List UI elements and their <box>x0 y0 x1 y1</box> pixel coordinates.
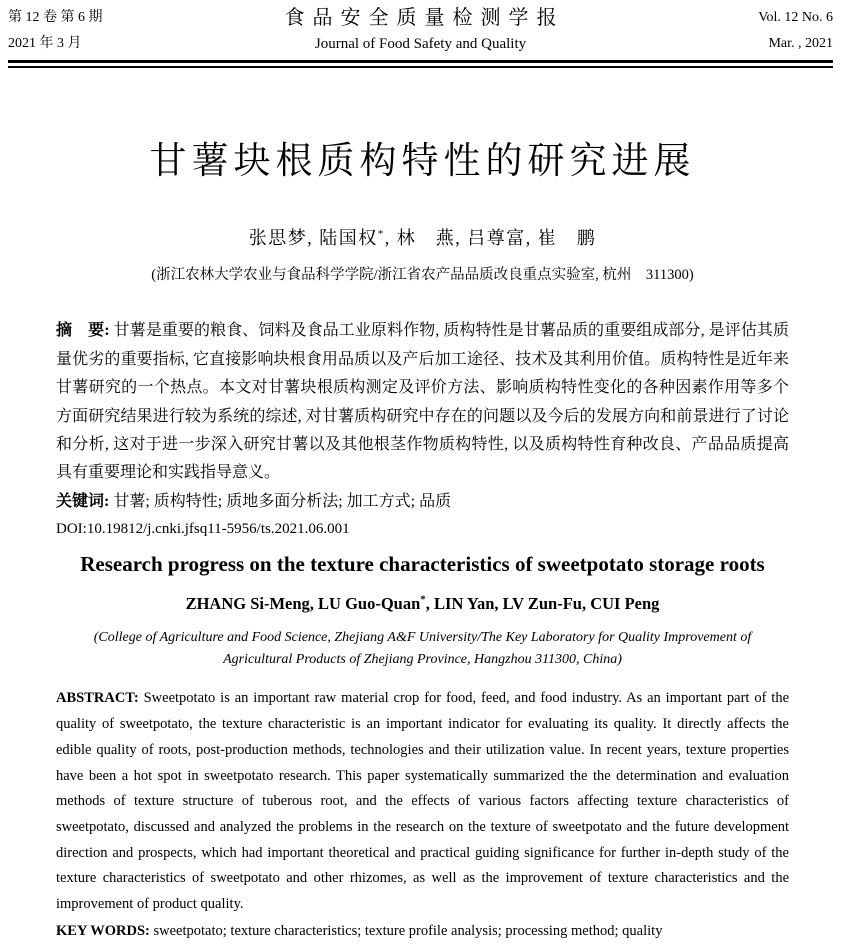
issue-date-cn: 2021 年 3 月 <box>8 36 82 51</box>
header-divider-rule <box>8 60 833 68</box>
issue-volume-en: Vol. 12 No. 6 <box>758 10 833 25</box>
keywords-cn-label: 关键词: <box>56 492 114 510</box>
issue-volume-cn: 第 12 卷 第 6 期 <box>8 10 103 25</box>
abstract-cn-text: 甘薯是重要的粮食、饲料及食品工业原料作物, 质构特性是甘薯品质的重要组成部分, 是评估其质量优劣的重要指标, 它直接影响块根食用品质以及产后加工途径、技术及其利用价值。质构特性是近年来甘薯研究的一个热点。本文对甘薯块根质构测定及评价方法、影响质构特性变化的各种因素作用等多个方面研究结果进行较为系统的综述, 对甘薯质构研究中存在的问题以及今后的发展方向和前景进行了讨论和分析, 这对于进一步深入研究甘薯以及其他根茎作物质构特性, 以及质构特性育种改良、产品品质提高具有重要理论和实践指导意义。 <box>56 322 789 482</box>
corresponding-author-asterisk-en: * <box>420 593 426 606</box>
authors-en <box>56 594 789 614</box>
authors-cn-trailing: , 林 燕, 吕尊富, 崔 鹏 <box>384 228 597 249</box>
abstract-en <box>56 686 789 917</box>
abstract-cn-label: 摘 要: <box>56 322 114 340</box>
authors-cn <box>56 224 789 250</box>
article-title-cn: 甘薯块根质构特性的研究进展 <box>149 141 696 182</box>
doi: DOI:10.19812/j.cnki.jfsq11-5956/ts.2021.06.001 <box>56 521 350 538</box>
abstract-en-label: ABSTRACT: <box>56 690 144 707</box>
authors-en-trailing: , LIN Yan, LV Zun-Fu, CUI Peng <box>425 594 660 614</box>
authors-cn-leading: 张思梦, 陆国权 <box>248 228 378 249</box>
journal-title-en: Journal of Food Safety and Quality <box>314 36 527 52</box>
corresponding-author-asterisk: * <box>377 228 385 241</box>
article-title-en: Research progress on the texture characteristics of sweetpotato storage roots <box>80 552 765 577</box>
article-body <box>0 140 841 944</box>
affiliation-en-line1: (College of Agriculture and Food Science, Zhejiang A&F University/The Key Laboratory for Quality Improvement of <box>93 630 752 646</box>
abstract-en-text: Sweetpotato is an important raw material crop for food, feed, and food industry. As an important part of the quality of sweetpotato, the texture characteristic is an important indicator for evaluating its quality. It directly affects the edible quality of roots, post-production methods, technologies and their utilization value. In recent years, texture properties have been a hot spot in sweetpotato research. This paper systematically summarized the the determination and evaluation methods of texture structure of tuberous root, and the effects of various factors affecting texture characteristics of sweetpotato, discussed and analyzed the problems in the research on the texture of sweetpotato and the future development direction and prospects, which had important theoretical and practical guiding significance for further in-depth study of the texture characteristics of sweetpotato and other rhizomes, as well as the improvement of texture characteristics and the improvement of product quality. <box>56 690 790 913</box>
keywords-cn <box>56 488 789 516</box>
journal-title-block <box>198 5 643 57</box>
journal-title-cn: 食品安全质量检测学报 <box>284 7 565 29</box>
affiliation-cn: (浙江农林大学农业与食品科学学院/浙江省农产品品质改良重点实验室, 杭州 311300) <box>151 267 694 284</box>
keywords-en-label: KEY WORDS: <box>56 922 154 939</box>
keywords-en-text: sweetpotato; texture characteristics; texture profile analysis; processing method; quality <box>153 922 663 939</box>
issue-date-en: Mar. , 2021 <box>768 36 833 51</box>
keywords-en <box>56 919 789 945</box>
affiliation-en <box>56 627 789 671</box>
issue-info-cn <box>8 5 198 57</box>
keywords-cn-text: 甘薯; 质构特性; 质地多面分析法; 加工方式; 品质 <box>113 492 452 510</box>
issue-info-en <box>643 5 833 57</box>
affiliation-en-line2: Agricultural Products of Zhejiang Province, Hangzhou 311300, China) <box>223 652 622 668</box>
running-head <box>0 0 841 57</box>
abstract-cn <box>56 317 789 487</box>
authors-en-leading: ZHANG Si-Meng, LU Guo-Quan <box>185 594 421 614</box>
